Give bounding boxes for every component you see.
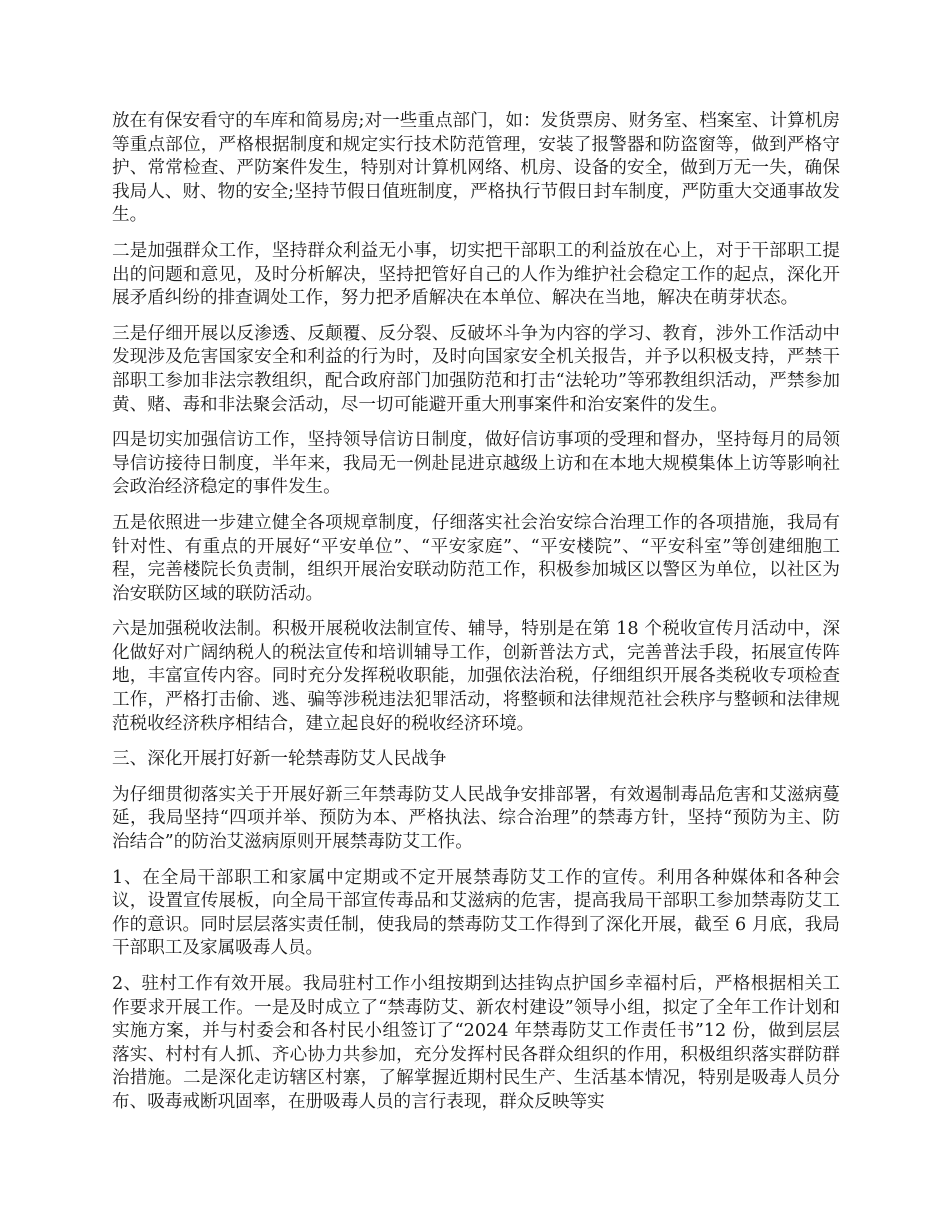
paragraph-drug-prevention-intro: 为仔细贯彻落实关于开展好新三年禁毒防艾人民战争安排部署，有效遏制毒品危害和艾滋病蔓延，我局坚持“四项并举、预防为本、严格执法、综合治理”的禁毒方针，坚持“预防为主、防治结合”的防治艾滋病原则开展禁毒防艾工作。 xyxy=(112,784,840,853)
paragraph-petition-work: 四是切实加强信访工作，坚持领导信访日制度，做好信访事项的受理和督办，坚持每月的局领导信访接待日制度，半年来，我局无一例赴昆进京越级上访和在本地大规模集体上访等影响社会政治经济稳定的事件发生。 xyxy=(112,430,840,498)
paragraph-item-1-publicity: 1、在全局干部职工和家属中定期或不定开展禁毒防艾工作的宣传。利用各种媒体和各种会议，设置宣传展板，向全局干部宣传毒品和艾滋病的危害，提高我局干部职工参加禁毒防艾工作的意识。同时层层落实责任制，使我局的禁毒防艾工作得到了深化开展，截至 6 月底，我局干部职工及家属吸毒人员。 xyxy=(112,867,840,959)
paragraph-security-measures: 放在有保安看守的车库和简易房;对一些重点部门，如：发货票房、财务室、档案室、计算机房等重点部位，严格根据制度和规定实行技术防范管理，安装了报警器和防盗窗等，做到严格守护、常常检查、严防案件发生，特别对计算机网络、机房、设备的安全，做到万无一失，确保我局人、财、物的安全;坚持节假日值班制度，严格执行节假日封车制度，严防重大交通事故发生。 xyxy=(112,111,840,226)
paragraph-anti-infiltration: 三是仔细开展以反渗透、反颠覆、反分裂、反破坏斗争为内容的学习、教育，涉外工作活动中发现涉及危害国家安全和利益的行为时，及时向国家安全机关报告，并予以积极支持，严禁干部职工参加非法宗教组织，配合政府部门加强防范和打击“法轮功”等邪教组织活动，严禁参加黄、赌、毒和非法聚会活动，尽一切可能避开重大刑事案件和治安案件的发生。 xyxy=(112,323,840,415)
paragraph-tax-law: 六是加强税收法制。积极开展税收法制宣传、辅导，特别是在第 18 个税收宣传月活动中，深化做好对广阔纳税人的税法宣传和培训辅导工作，创新普法方式，完善普法手段，拓展宣传阵地，丰富宣传内容。同时充分发挥税收职能，加强依法治税，仔细组织开展各类税收专项检查工作，严格打击偷、逃、骗等涉税违法犯罪活动，将整顿和法律规范社会秩序与整顿和法律规范税收经济秩序相结合，建立起良好的税收经济环境。 xyxy=(112,619,840,734)
paragraph-item-2-village-work: 2、驻村工作有效开展。我局驻村工作小组按期到达挂钩点护国乡幸福村后，严格根据相关工作要求开展工作。一是及时成立了“禁毒防艾、新农村建设”领导小组，拟定了全年工作计划和实施方案，并与村委会和各村民小组签订了“2024 年禁毒防艾工作责任书”12 份，做到层层落实、村村有人抓、齐心协力共参加，充分发挥村民各群众组织的作用，积极组织落实群防群治措施。二是深化走访辖区村寨，了解掌握近期村民生产、生活基本情况，特别是吸毒人员分布、吸毒戒断巩固率，在册吸毒人员的言行表现，群众反映等实 xyxy=(112,974,840,1112)
section-heading-drug-prevention: 三、深化开展打好新一轮禁毒防艾人民战争 xyxy=(112,749,447,770)
paragraph-rules-system: 五是依照进一步建立健全各项规章制度，仔细落实社会治安综合治理工作的各项措施，我局有针对性、有重点的开展好“平安单位”、“平安家庭”、“平安楼院”、“平安科室”等创建细胞工程，完善楼院长负责制，组织开展治安联动防范工作，积极参加城区以警区为单位，以社区为治安联防区域的联防活动。 xyxy=(112,512,840,604)
paragraph-mass-work: 二是加强群众工作，坚持群众利益无小事，切实把干部职工的利益放在心上，对于干部职工提出的问题和意见，及时分析解决，坚持把管好自己的人作为维护社会稳定工作的起点，深化开展矛盾纠纷的排查调处工作，努力把矛盾解决在本单位、解决在当地，解决在萌芽状态。 xyxy=(112,240,840,309)
document-body xyxy=(112,110,840,1127)
